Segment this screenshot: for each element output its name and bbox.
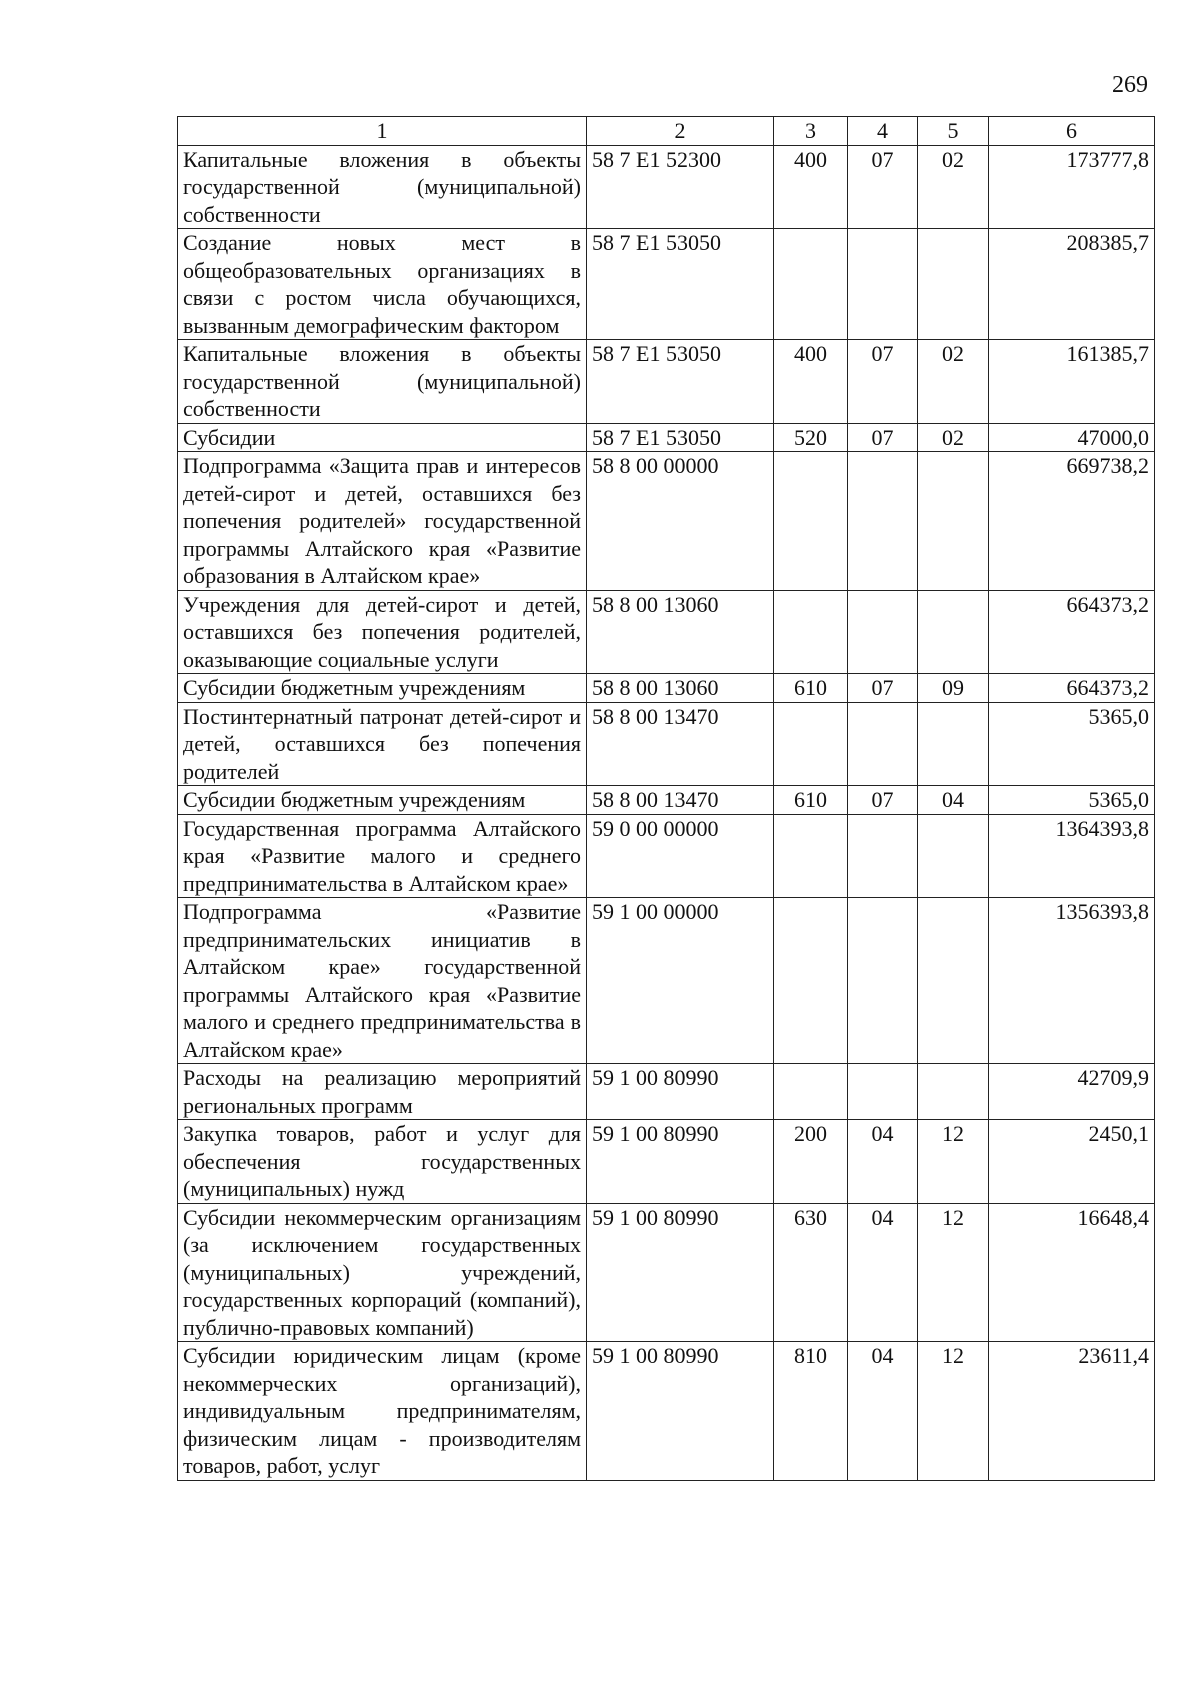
row-amount-cell: 664373,2: [989, 674, 1155, 703]
row-expense-type-cell: [774, 452, 848, 591]
row-name-cell: Субсидии некоммерческим организациям (за исключением государственных (муниципальных) учреждений, государственных корпораций (компаний), публично-правовых компаний): [178, 1203, 587, 1342]
row-amount-cell: 5365,0: [989, 702, 1155, 786]
table-row: [178, 1342, 1155, 1481]
row-amount-cell: 669738,2: [989, 452, 1155, 591]
row-subsection-cell: 02: [918, 340, 989, 424]
table-row: [178, 423, 1155, 452]
row-expense-type-cell: 400: [774, 145, 848, 229]
row-code-cell: 59 0 00 00000: [587, 814, 774, 898]
row-section-cell: 07: [848, 674, 918, 703]
row-section-cell: 07: [848, 145, 918, 229]
row-name-cell: Субсидии юридическим лицам (кроме некоммерческих организаций), индивидуальным предпринимателям, физическим лицам - производителям товаров, работ, услуг: [178, 1342, 587, 1481]
row-code-cell: 58 7 E1 53050: [587, 423, 774, 452]
row-section-cell: 04: [848, 1203, 918, 1342]
header-row: [178, 117, 1155, 146]
row-amount-cell: 1356393,8: [989, 898, 1155, 1064]
row-section-cell: [848, 590, 918, 674]
row-code-cell: 59 1 00 80990: [587, 1064, 774, 1120]
column-header-3: 3: [774, 117, 848, 146]
table-row: [178, 1203, 1155, 1342]
row-expense-type-cell: 610: [774, 674, 848, 703]
row-section-cell: 07: [848, 786, 918, 815]
row-section-cell: [848, 229, 918, 340]
row-name-cell: Закупка товаров, работ и услуг для обеспечения государственных (муниципальных) нужд: [178, 1120, 587, 1204]
row-subsection-cell: [918, 452, 989, 591]
row-expense-type-cell: [774, 814, 848, 898]
row-code-cell: 59 1 00 00000: [587, 898, 774, 1064]
row-subsection-cell: 12: [918, 1342, 989, 1481]
row-subsection-cell: 04: [918, 786, 989, 815]
column-header-5: 5: [918, 117, 989, 146]
column-header-4: 4: [848, 117, 918, 146]
row-code-cell: 58 8 00 13470: [587, 702, 774, 786]
row-expense-type-cell: 610: [774, 786, 848, 815]
table-row: [178, 145, 1155, 229]
row-amount-cell: 173777,8: [989, 145, 1155, 229]
row-subsection-cell: [918, 229, 989, 340]
table-row: [178, 814, 1155, 898]
row-subsection-cell: 12: [918, 1120, 989, 1204]
row-subsection-cell: [918, 590, 989, 674]
row-code-cell: 58 8 00 13470: [587, 786, 774, 815]
row-subsection-cell: 02: [918, 145, 989, 229]
row-section-cell: 07: [848, 340, 918, 424]
row-section-cell: 04: [848, 1120, 918, 1204]
row-code-cell: 58 7 E1 53050: [587, 340, 774, 424]
column-header-1: 1: [178, 117, 587, 146]
row-code-cell: 59 1 00 80990: [587, 1342, 774, 1481]
row-amount-cell: 23611,4: [989, 1342, 1155, 1481]
table-row: [178, 229, 1155, 340]
table-row: [178, 674, 1155, 703]
row-name-cell: Постинтернатный патронат детей-сирот и детей, оставшихся без попечения родителей: [178, 702, 587, 786]
row-amount-cell: 47000,0: [989, 423, 1155, 452]
row-code-cell: 58 8 00 13060: [587, 590, 774, 674]
row-name-cell: Государственная программа Алтайского края «Развитие малого и среднего предпринимательства в Алтайском крае»: [178, 814, 587, 898]
row-name-cell: Капитальные вложения в объекты государственной (муниципальной) собственности: [178, 340, 587, 424]
row-code-cell: 59 1 00 80990: [587, 1203, 774, 1342]
row-expense-type-cell: 200: [774, 1120, 848, 1204]
row-subsection-cell: 12: [918, 1203, 989, 1342]
row-amount-cell: 1364393,8: [989, 814, 1155, 898]
table-row: [178, 340, 1155, 424]
row-expense-type-cell: 810: [774, 1342, 848, 1481]
row-name-cell: Учреждения для детей-сирот и детей, оставшихся без попечения родителей, оказывающие социальные услуги: [178, 590, 587, 674]
row-amount-cell: 208385,7: [989, 229, 1155, 340]
row-amount-cell: 5365,0: [989, 786, 1155, 815]
row-expense-type-cell: 520: [774, 423, 848, 452]
row-code-cell: 58 8 00 13060: [587, 674, 774, 703]
row-expense-type-cell: [774, 1064, 848, 1120]
row-section-cell: [848, 1064, 918, 1120]
row-expense-type-cell: 400: [774, 340, 848, 424]
row-amount-cell: 664373,2: [989, 590, 1155, 674]
table-row: [178, 702, 1155, 786]
row-expense-type-cell: [774, 898, 848, 1064]
row-subsection-cell: [918, 1064, 989, 1120]
row-code-cell: 58 7 E1 53050: [587, 229, 774, 340]
row-section-cell: 07: [848, 423, 918, 452]
row-subsection-cell: 09: [918, 674, 989, 703]
row-code-cell: 58 8 00 00000: [587, 452, 774, 591]
row-name-cell: Создание новых мест в общеобразовательных организациях в связи с ростом числа обучающихся, вызванным демографическим фактором: [178, 229, 587, 340]
row-name-cell: Подпрограмма «Защита прав и интересов детей-сирот и детей, оставшихся без попечения родителей» государственной программы Алтайского края «Развитие образования в Алтайском крае»: [178, 452, 587, 591]
row-name-cell: Субсидии: [178, 423, 587, 452]
row-amount-cell: 161385,7: [989, 340, 1155, 424]
row-name-cell: Субсидии бюджетным учреждениям: [178, 786, 587, 815]
row-expense-type-cell: [774, 702, 848, 786]
row-code-cell: 58 7 E1 52300: [587, 145, 774, 229]
table-row: [178, 1120, 1155, 1204]
table-body: [178, 145, 1155, 1480]
row-expense-type-cell: 630: [774, 1203, 848, 1342]
row-name-cell: Капитальные вложения в объекты государственной (муниципальной) собственности: [178, 145, 587, 229]
row-subsection-cell: [918, 814, 989, 898]
column-header-2: 2: [587, 117, 774, 146]
page-number: 269: [1112, 72, 1148, 98]
table-row: [178, 786, 1155, 815]
row-subsection-cell: 02: [918, 423, 989, 452]
table-row: [178, 1064, 1155, 1120]
row-amount-cell: 2450,1: [989, 1120, 1155, 1204]
row-section-cell: [848, 452, 918, 591]
row-amount-cell: 16648,4: [989, 1203, 1155, 1342]
row-name-cell: Расходы на реализацию мероприятий региональных программ: [178, 1064, 587, 1120]
table-row: [178, 898, 1155, 1064]
row-section-cell: [848, 898, 918, 1064]
column-header-6: 6: [989, 117, 1155, 146]
row-section-cell: [848, 702, 918, 786]
table-row: [178, 452, 1155, 591]
row-code-cell: 59 1 00 80990: [587, 1120, 774, 1204]
row-expense-type-cell: [774, 229, 848, 340]
table-row: [178, 590, 1155, 674]
row-name-cell: Подпрограмма «Развитие предпринимательских инициатив в Алтайском крае» государственной программы Алтайского края «Развитие малого и среднего предпринимательства в Алтайском крае»: [178, 898, 587, 1064]
row-subsection-cell: [918, 702, 989, 786]
row-section-cell: [848, 814, 918, 898]
row-name-cell: Субсидии бюджетным учреждениям: [178, 674, 587, 703]
row-expense-type-cell: [774, 590, 848, 674]
row-subsection-cell: [918, 898, 989, 1064]
budget-table: [177, 116, 1155, 1481]
row-amount-cell: 42709,9: [989, 1064, 1155, 1120]
row-section-cell: 04: [848, 1342, 918, 1481]
